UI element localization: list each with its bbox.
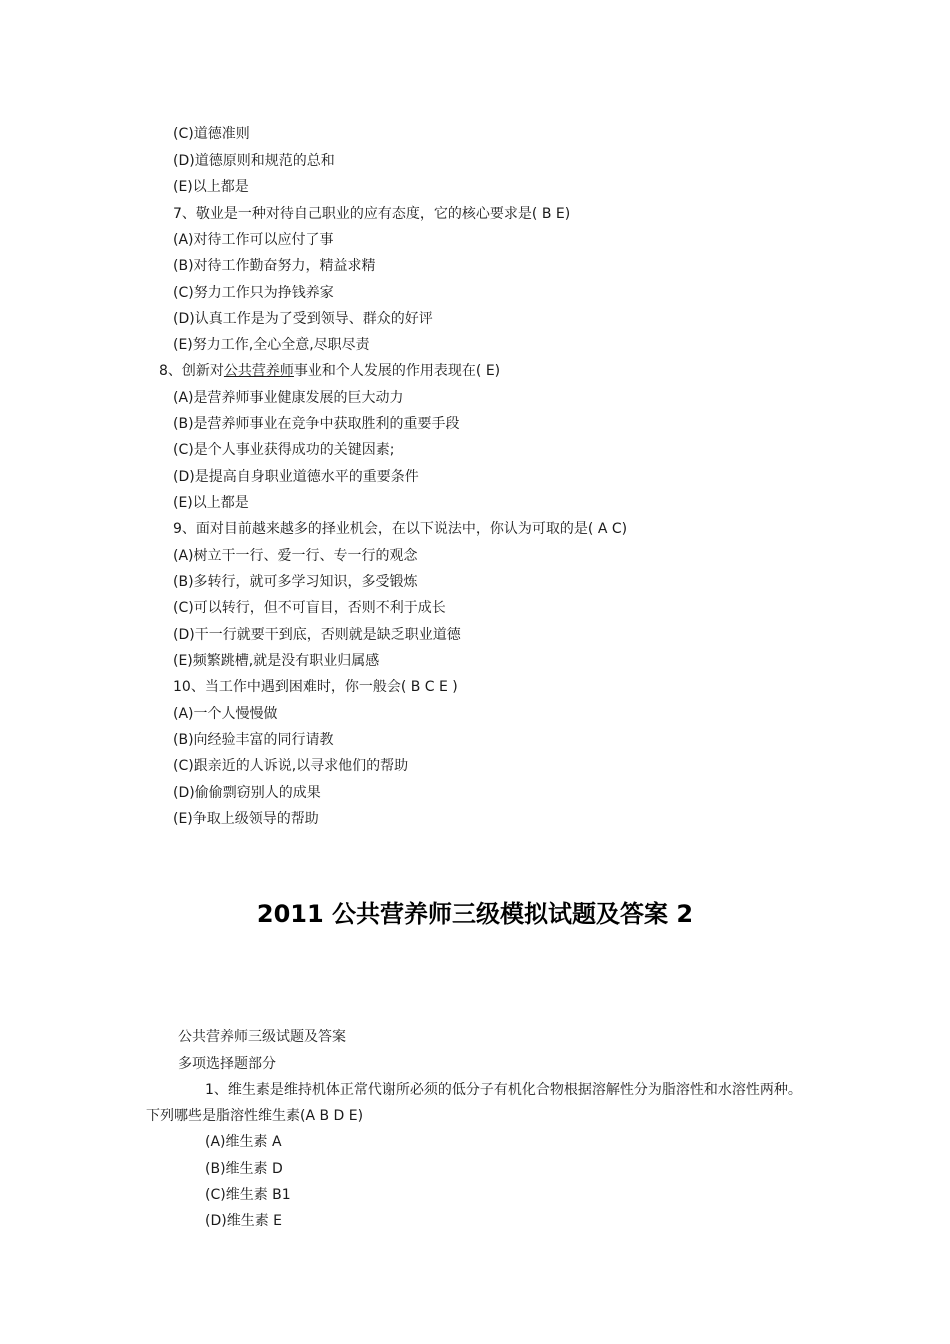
- question-1-line-1: 1、维生素是维持机体正常代谢所必须的低分子有机化合物根据溶解性分为脂溶性和水溶性两种。: [205, 1082, 802, 1098]
- option-line: (A)是营养师事业健康发展的巨大动力: [173, 390, 404, 406]
- question-8-suffix: 事业和个人发展的作用表现在( E): [293, 363, 501, 379]
- option-line: (B)向经验丰富的同行请教: [173, 732, 334, 748]
- question-7: 7、敬业是一种对待自己职业的应有态度，它的核心要求是( B E): [173, 206, 571, 222]
- option-line: (D)偷偷剽窃别人的成果: [173, 785, 321, 801]
- option-line: (E)争取上级领导的帮助: [173, 811, 319, 827]
- option-line: (B)对待工作勤奋努力，精益求精: [173, 258, 376, 274]
- option-line: (D)认真工作是为了受到领导、群众的好评: [173, 311, 433, 327]
- option-line: (A)维生素 A: [205, 1134, 282, 1150]
- option-line: (E)以上都是: [173, 495, 249, 511]
- question-8: [159, 362, 500, 380]
- option-line: (C)是个人事业获得成功的关键因素;: [173, 442, 395, 458]
- option-line: (E)频繁跳槽,就是没有职业归属感: [173, 653, 380, 669]
- option-line: (C)可以转行，但不可盲目，否则不利于成长: [173, 600, 446, 616]
- section-heading: 多项选择题部分: [178, 1056, 276, 1072]
- question-10: 10、当工作中遇到困难时，你一般会( B C E ): [173, 679, 458, 695]
- option-line: (A)一个人慢慢做: [173, 706, 278, 722]
- question-8-prefix: 8、创新对: [159, 363, 224, 379]
- page-title: 2011 公共营养师三级模拟试题及答案 2: [256, 900, 694, 928]
- option-line: (B)多转行，就可多学习知识，多受锻炼: [173, 574, 418, 590]
- option-line: (B)是营养师事业在竞争中获取胜利的重要手段: [173, 416, 460, 432]
- option-line: (C)跟亲近的人诉说,以寻求他们的帮助: [173, 758, 409, 774]
- option-line: (D)是提高自身职业道德水平的重要条件: [173, 469, 419, 485]
- option-line: (A)树立干一行、爱一行、专一行的观念: [173, 548, 418, 564]
- option-line: (E)以上都是: [173, 179, 249, 195]
- option-line: (C)道德准则: [173, 126, 250, 142]
- option-line: (C)维生素 B1: [205, 1187, 291, 1203]
- option-line: (A)对待工作可以应付了事: [173, 232, 334, 248]
- question-9: 9、面对目前越来越多的择业机会，在以下说法中，你认为可取的是( A C): [173, 521, 628, 537]
- section-subtitle: 公共营养师三级试题及答案: [178, 1029, 346, 1045]
- option-line: (D)干一行就要干到底，否则就是缺乏职业道德: [173, 627, 461, 643]
- option-line: (D)维生素 E: [205, 1213, 282, 1229]
- option-line: (D)道德原则和规范的总和: [173, 153, 335, 169]
- question-1-line-2: 下列哪些是脂溶性维生素(A B D E): [146, 1108, 364, 1124]
- option-line: (E)努力工作,全心全意,尽职尽责: [173, 337, 370, 353]
- public-nutritionist-link[interactable]: 公共营养师: [223, 363, 294, 379]
- option-line: (C)努力工作只为挣钱养家: [173, 285, 334, 301]
- option-line: (B)维生素 D: [205, 1161, 283, 1177]
